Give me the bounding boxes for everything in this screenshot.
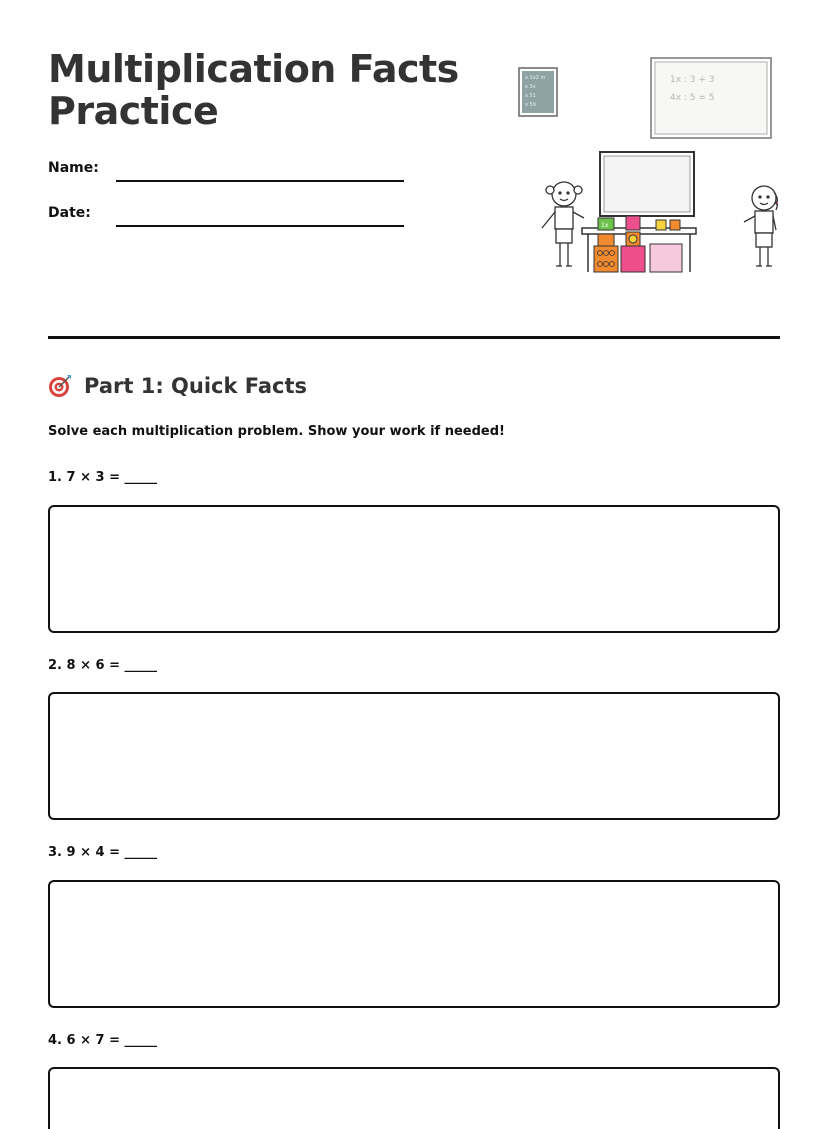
date-field[interactable] bbox=[116, 225, 404, 227]
toy-blocks bbox=[594, 216, 682, 272]
target-icon bbox=[48, 374, 72, 398]
wall-whiteboard bbox=[651, 58, 771, 138]
small-board-line-2: x 3v bbox=[525, 84, 536, 90]
worksheet-page bbox=[48, 0, 780, 1118]
problem-2-label: 2. 8 × 6 = _____ bbox=[48, 658, 157, 673]
girl-right-drawing bbox=[744, 186, 778, 266]
small-board-line-3: x 51 bbox=[525, 93, 536, 99]
problem-3-label: 3. 9 × 4 = _____ bbox=[48, 845, 157, 860]
problem-4-answer-box[interactable] bbox=[48, 1067, 780, 1129]
date-label: Date: bbox=[48, 205, 91, 221]
board-line-1: 1x : 3 + 3 bbox=[670, 75, 715, 85]
instructions-text: Solve each multiplication problem. Show your work if needed! bbox=[48, 424, 505, 439]
page-title: Multiplication Facts Practice bbox=[48, 47, 459, 133]
small-board-line-4: x 59 bbox=[525, 102, 536, 108]
block-label: 1x bbox=[601, 222, 609, 229]
classroom-illustration bbox=[518, 50, 778, 280]
section-title-text: Part 1: Quick Facts bbox=[84, 374, 308, 398]
small-chalkboard bbox=[519, 68, 557, 116]
problem-3-answer-box[interactable] bbox=[48, 880, 780, 1008]
section-heading bbox=[48, 374, 307, 398]
board-line-2: 4x : 5 = 5 bbox=[670, 93, 715, 103]
problem-1-answer-box[interactable] bbox=[48, 505, 780, 633]
name-field[interactable] bbox=[116, 180, 404, 182]
problem-1-label: 1. 7 × 3 = _____ bbox=[48, 470, 157, 485]
section-divider bbox=[48, 336, 780, 339]
girl-left-drawing bbox=[542, 182, 584, 266]
easel-board bbox=[600, 152, 694, 216]
problem-4-label: 4. 6 × 7 = _____ bbox=[48, 1033, 157, 1048]
small-board-line-1: x 1x2 m bbox=[525, 75, 546, 81]
name-label: Name: bbox=[48, 160, 99, 176]
problem-2-answer-box[interactable] bbox=[48, 692, 780, 820]
